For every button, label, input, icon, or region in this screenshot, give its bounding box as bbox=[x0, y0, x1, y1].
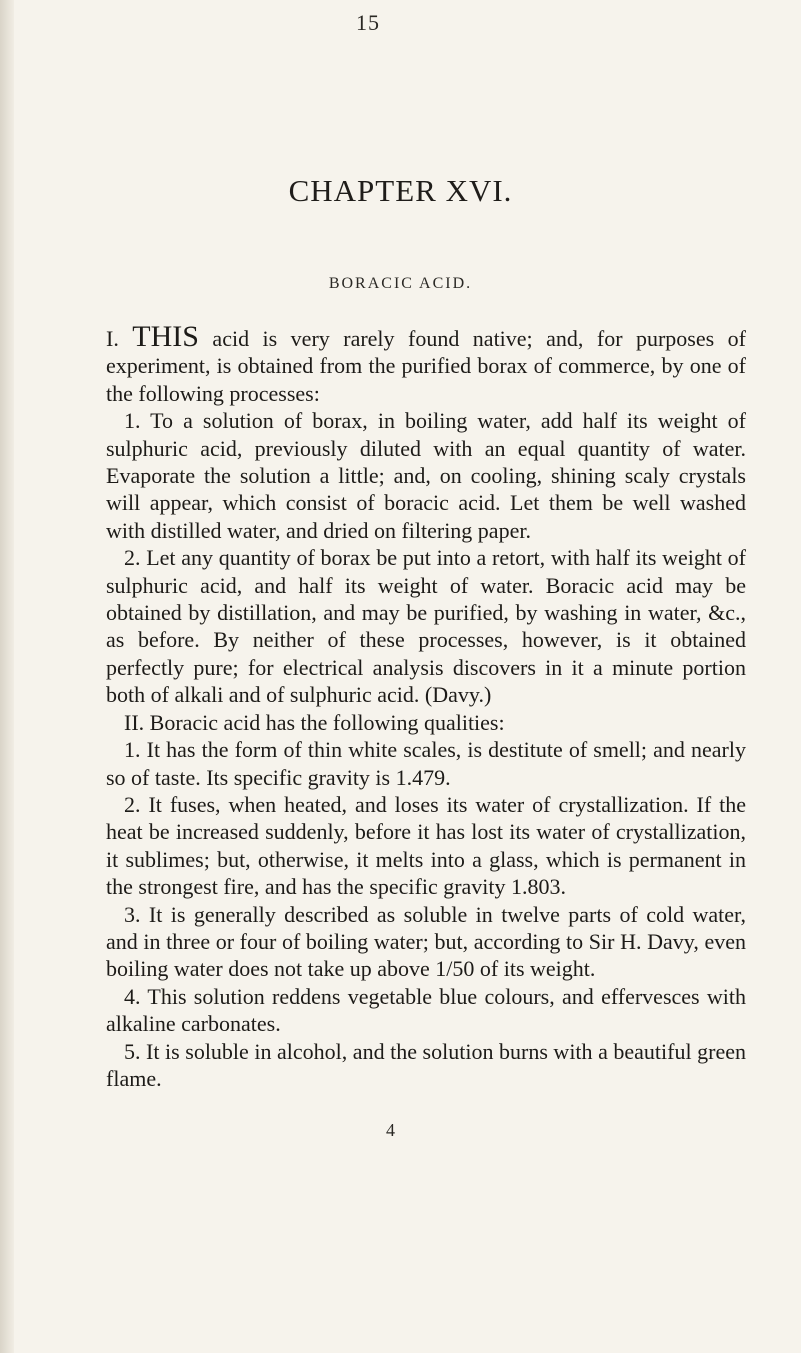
paragraph: 1. It has the form of thin white scales, is destitute of smell; and nearly so of taste. Its specific gravity is 1.479. bbox=[106, 737, 746, 790]
paragraph: 2. It fuses, when heated, and loses its water of crystallization. If the heat be increased suddenly, before it has lost its water of crystallization, it sublimes; but, otherwise, it melts into a glass, which is permanent in the strongest fire, and has the specific gravity 1.803. bbox=[106, 791, 746, 900]
chapter-title: CHAPTER XVI. bbox=[288, 173, 513, 208]
paragraph: 5. It is soluble in alcohol, and the solution burns with a beautiful green flame. bbox=[106, 1038, 746, 1091]
lead-capitals: THIS bbox=[132, 320, 199, 353]
paragraph: 1. To a solution of borax, in boiling water, add half its weight of sulphuric acid, previously diluted with an equal quantity of water. Evaporate the solution a little; and, on cooling, shining scaly crystals will appear, which consist of boracic acid. Let them be well washed with distilled water, and dried on filtering paper. bbox=[106, 408, 746, 543]
paragraph: 4. This solution reddens vegetable blue colours, and effervesces with alkaline carbonates. bbox=[106, 983, 746, 1037]
catchword: 4 bbox=[386, 1120, 395, 1140]
paragraph: 2. Let any quantity of borax be put into a retort, with half its weight of sulphuric acid, and half its weight of water. Boracic acid may be obtained by distillation, and may be purified, by washing in water, &c., as before. By neither of these processes, however, is it obtained perfectly pure; for electrical analysis discovers in it a minute portion both of alkali and of sulphuric acid. (Davy.) bbox=[106, 545, 746, 708]
paragraph: 3. It is generally described as soluble in twelve parts of cold water, and in three or four of boiling water; but, according to Sir H. Davy, even boiling water does not take up above 1/50 of its weight. bbox=[106, 901, 746, 982]
paragraph-intro bbox=[106, 320, 746, 407]
page-number: 15 bbox=[356, 10, 380, 35]
paragraph-text: acid is very rarely found native; and, for purposes of experiment, is obtained from the purified borax of commerce, by one of the following processes: bbox=[106, 326, 746, 406]
body-text bbox=[106, 320, 746, 1092]
paragraph: II. Boracic acid has the following qualities: bbox=[124, 709, 505, 735]
section-title: BORACIC ACID. bbox=[328, 275, 473, 292]
paragraph-number: I. bbox=[106, 326, 133, 351]
